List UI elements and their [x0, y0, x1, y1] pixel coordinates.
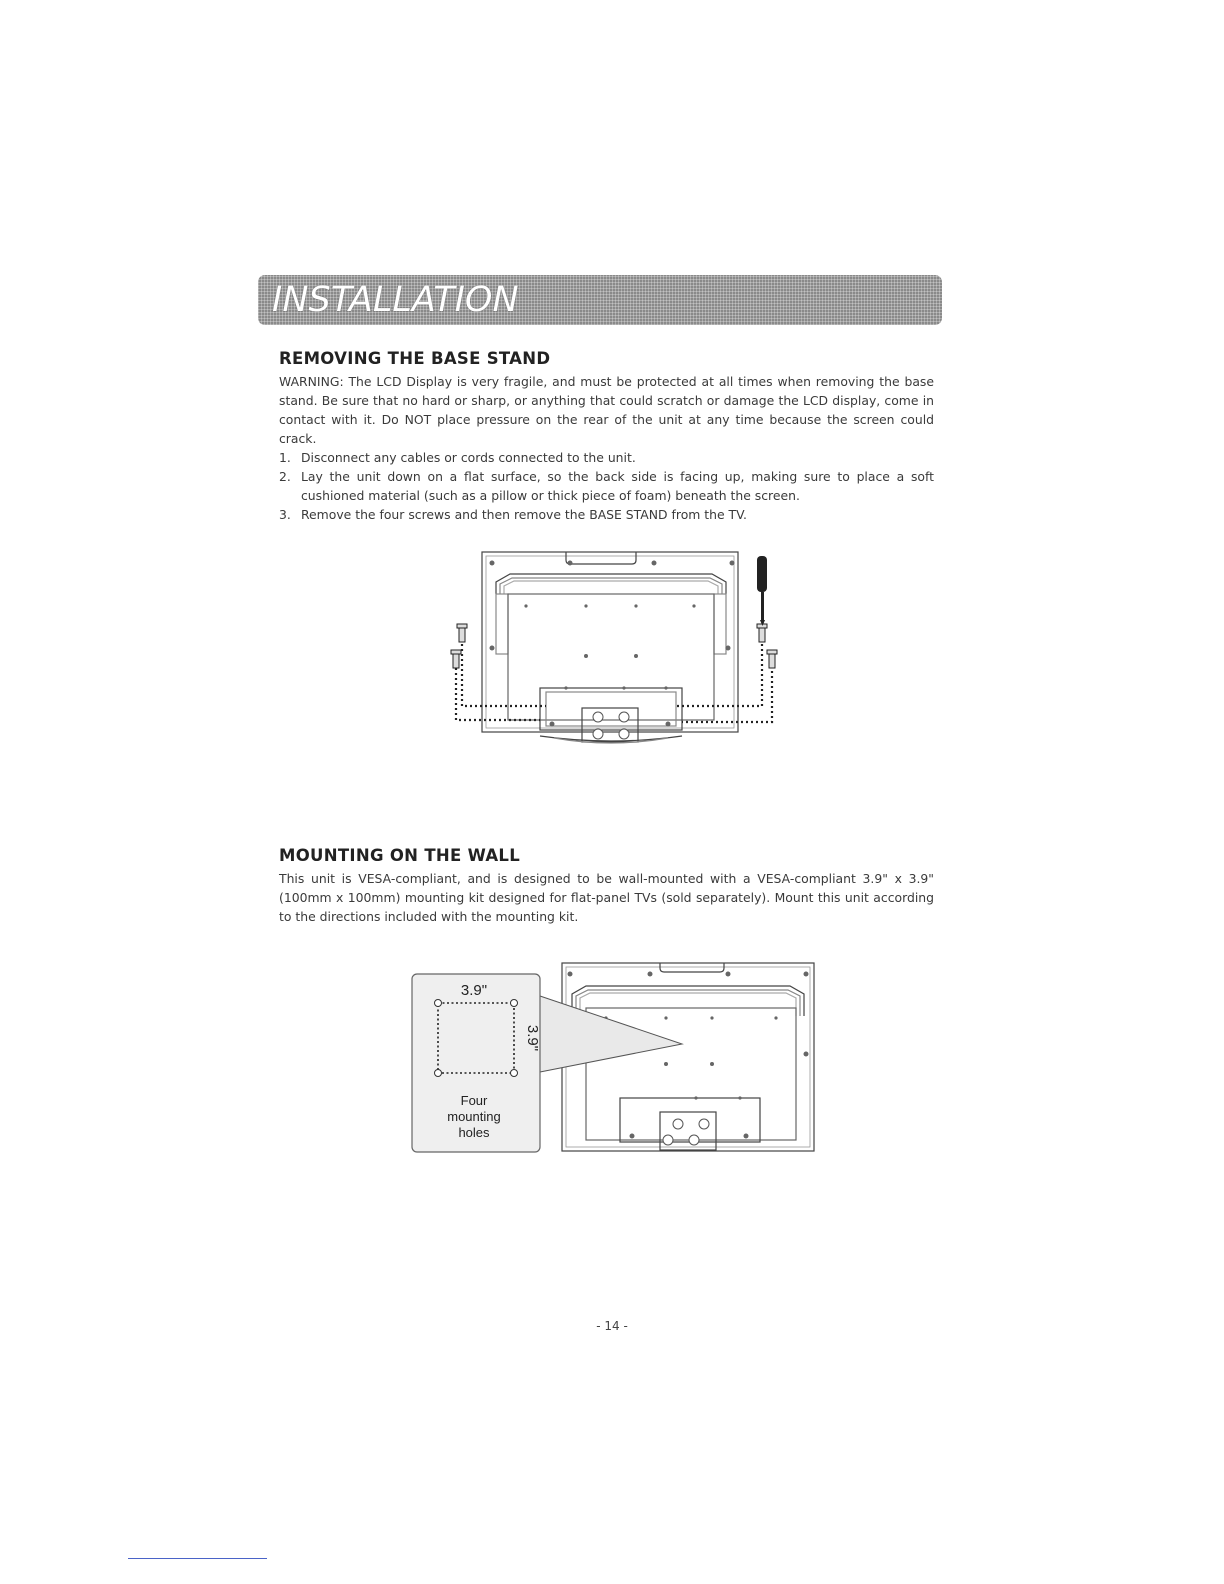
page-number: - 14 - [596, 1319, 628, 1333]
section-banner [258, 275, 942, 325]
banner-title: INSTALLATION [272, 280, 519, 320]
warning-paragraph: WARNING: The LCD Display is very fragile, and must be protected at all times when removing the base stand. Be sure that no hard or sharp, or anything that could scratch or damage the LCD display, come in contact with it. Do NOT place pressure on the rear of the unit at any time because the screen could crack. [279, 374, 934, 446]
list-item [279, 448, 934, 467]
caption-line3: holes [458, 1125, 490, 1140]
width-dimension-label: 3.9" [460, 982, 488, 999]
mounting-paragraph: This unit is VESA-compliant, and is designed to be wall-mounted with a VESA-compliant 3.9" x 3.9" (100mm x 100mm) mounting kit designed for flat-panel TVs (sold separately). Mount this unit according to the directions included with the mounting kit. [279, 871, 934, 924]
footer-rule [128, 1558, 267, 1559]
base-stand-removal-illustration [436, 548, 786, 744]
wall-mount-illustration [410, 960, 820, 1156]
step-number: 3. [279, 507, 291, 522]
screwdriver-icon [757, 556, 767, 626]
step-number: 2. [279, 469, 291, 484]
heading-removing-base-stand: REMOVING THE BASE STAND [279, 349, 551, 368]
heading-mounting-on-wall: MOUNTING ON THE WALL [279, 846, 521, 865]
step-text: Disconnect any cables or cords connected to the unit. [301, 450, 636, 465]
step-text: Remove the four screws and then remove the BASE STAND from the TV. [301, 507, 747, 522]
caption-line2: mounting [447, 1109, 501, 1124]
caption-line1: Four [460, 1093, 488, 1108]
height-dimension-label: 3.9" [524, 1024, 541, 1052]
removal-steps-list [279, 448, 934, 524]
step-text: Lay the unit down on a flat surface, so the back side is facing up, making sure to place a soft cushioned material (such as a pillow or thick piece of foam) beneath the screen. [301, 469, 934, 503]
step-number: 1. [279, 450, 291, 465]
list-item [279, 505, 934, 524]
list-item [279, 467, 934, 505]
